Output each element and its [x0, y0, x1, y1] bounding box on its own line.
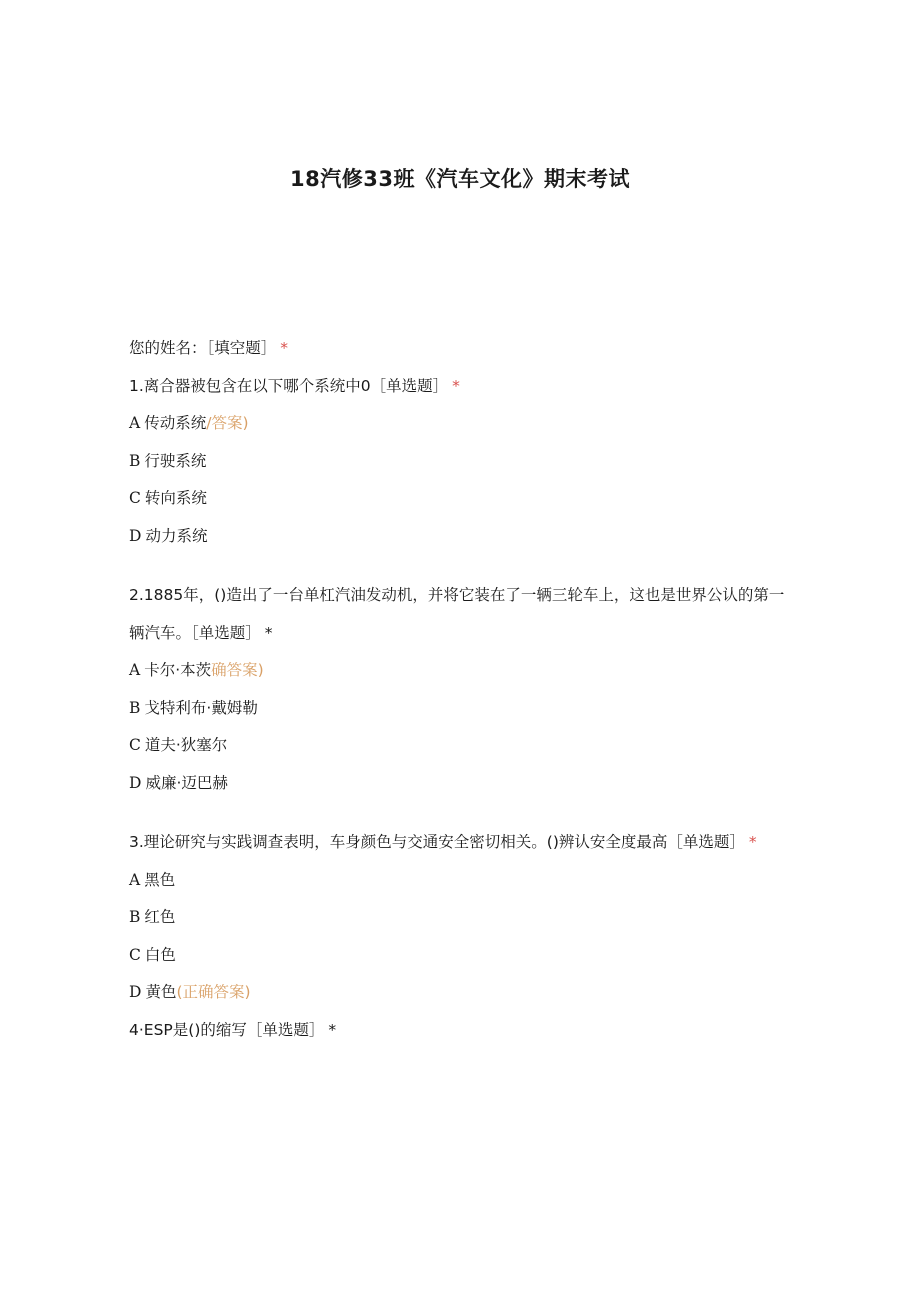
question-2: 2.1885年，()造出了一台单杠汽油发动机，并将它装在了一辆三轮车上，这也是世界公认的第一辆汽车。［单选题］ *	[129, 586, 785, 642]
option-3d[interactable]: D 黄色(正确答案)	[129, 983, 251, 1001]
question-4: 4·ESP是()的缩写［单选题］ *	[129, 1020, 337, 1039]
exam-content	[129, 330, 789, 1049]
required-mark: *	[264, 623, 273, 642]
required-mark: *	[748, 833, 757, 851]
answer-note: /答案)	[206, 414, 249, 432]
option-3b[interactable]: B 红色	[129, 908, 176, 926]
required-mark: *	[280, 339, 289, 357]
answer-note: 确答案)	[211, 661, 264, 679]
option-2b[interactable]: B 戈特利布·戴姆勒	[129, 698, 258, 717]
option-1b[interactable]: B 行驶系统	[129, 451, 207, 470]
page-title: 18汽修33班《汽车文化》期末考试	[290, 167, 630, 191]
option-2d[interactable]: D 威廉·迈巴赫	[129, 773, 228, 792]
option-1c[interactable]: C 转向系统	[129, 489, 207, 507]
option-2a[interactable]: A 卡尔·本茨确答案)	[129, 661, 264, 679]
question-3: 3.理论研究与实践调查表明，车身颜色与交通安全密切相关。()辨认安全度最高［单选题］ *	[129, 833, 757, 851]
option-2c[interactable]: C 道夫·狄塞尔	[129, 736, 228, 754]
answer-note: (正确答案)	[176, 983, 251, 1001]
option-1d[interactable]: D 动力系统	[129, 526, 208, 545]
option-1a[interactable]: A 传动系统/答案)	[129, 414, 249, 432]
name-field-label: 您的姓名：［填空题］ *	[129, 339, 289, 357]
question-1: 1.离合器被包含在以下哪个系统中0［单选题］ *	[129, 376, 460, 395]
required-mark: *	[328, 1020, 337, 1039]
option-3a[interactable]: A 黑色	[129, 870, 176, 889]
required-mark: *	[452, 376, 460, 395]
option-3c[interactable]: C 白色	[129, 945, 176, 964]
